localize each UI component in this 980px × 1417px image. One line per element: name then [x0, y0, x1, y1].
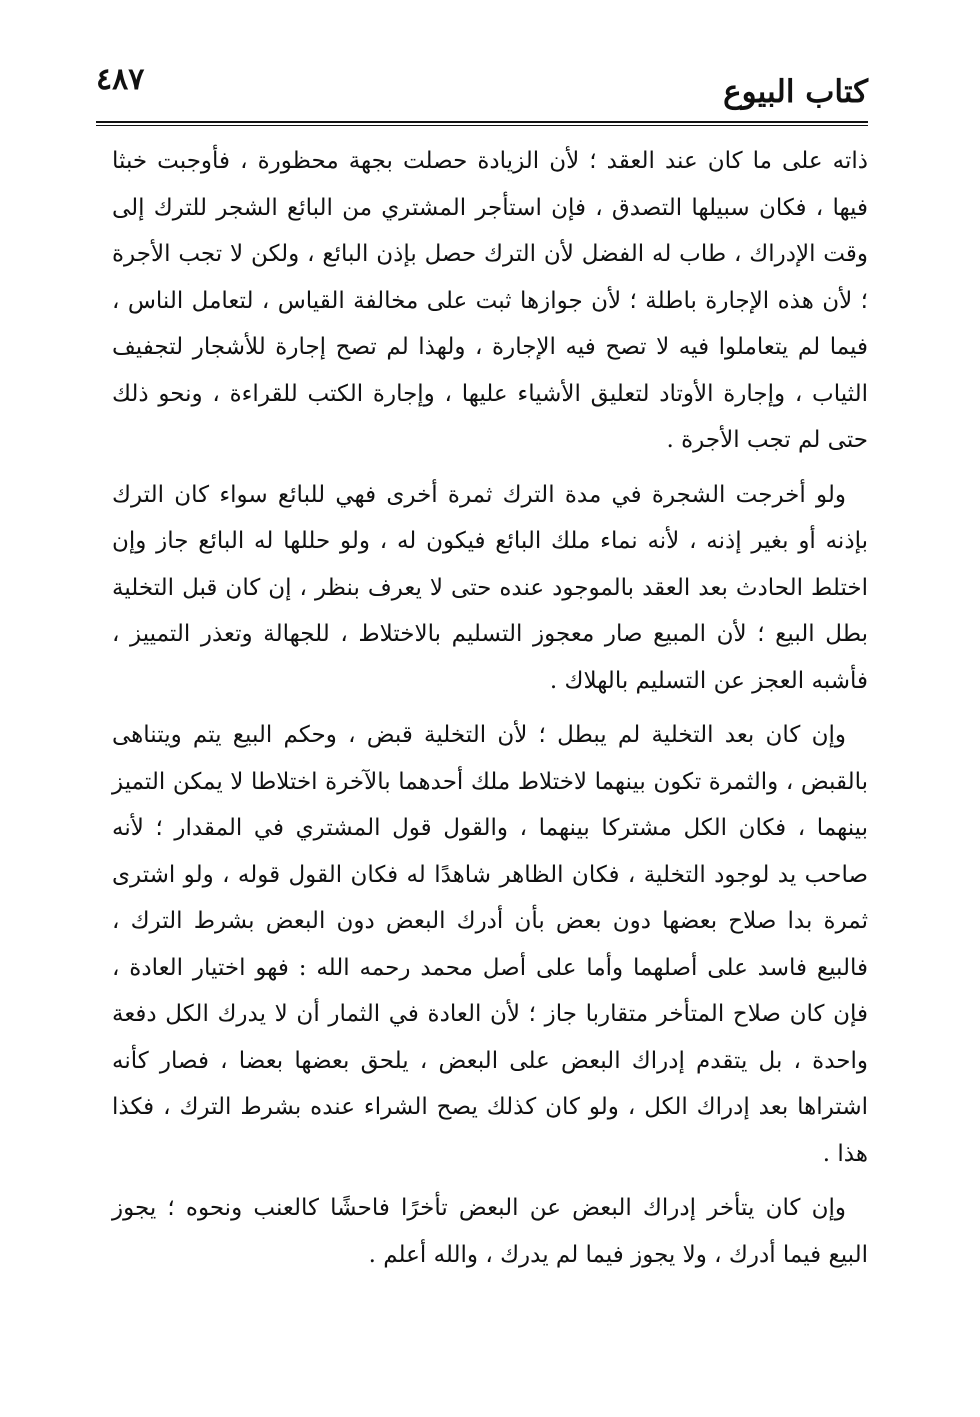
paragraph: وإن كان بعد التخلية لم يبطل ؛ لأن التخلية قبض ، وحكم البيع يتم ويتناهى بالقبض ، والثمرة تكون بينهما لاختلاط ملك أحدهما بالآخرة اختلاطا لا يمكن التميز بينهما ، فكان الكل مشتركا بينهما ، والقول قول المشتري في المقدار ؛ لأنه صاحب يد لوجود التخلية ، فكان الظاهر شاهدًا له فكان القول قوله ، ولو اشترى ثمرة بدا صلاح بعضها دون بعض بأن أدرك البعض دون البعض بشرط الترك ، فالبيع فاسد على أصلهما وأما على أصل محمد رحمه الله : فهو اختيار العادة ، فإن كان صلاح المتأخر متقاربا جاز ؛ لأن العادة في الثمار أن لا يدرك الكل دفعة واحدة ، بل يتقدم إدراك البعض على البعض ، يلحق بعضها بعضا ، فصار كأنه اشتراها بعد إدراك الكل ، ولو كان كذلك يصح الشراء عنده بشرط الترك ، فكذا هذا . [112, 722, 868, 1167]
paragraph: وإن كان يتأخر إدراك البعض عن البعض تأخرًا فاحشًا كالعنب ونحوه ؛ يجوز البيع فيما أدرك ، ولا يجوز فيما لم يدرك ، والله أعلم . [112, 1195, 868, 1268]
page-number: ٤٨٧ [96, 62, 145, 97]
running-header [96, 58, 868, 122]
paragraph: ولو أخرجت الشجرة في مدة الترك ثمرة أخرى فهي للبائع سواء كان الترك بإذنه أو بغير إذنه ، لأنه نماء ملك البائع فيكون له ، ولو حللها له البائع جاز وإن اختلط الحادث بعد العقد بالموجود عنده حتى لا يعرف بنظر ، إن كان قبل التخلية بطل البيع ؛ لأن المبيع صار معجوز التسليم بالاختلاط ، للجهالة وتعذر التمييز ، فأشبه العجز عن التسليم بالهلاك . [112, 481, 868, 694]
paragraph: ذاته على ما كان عند العقد ؛ لأن الزيادة حصلت بجهة محظورة ، فأوجبت خبثا فيها ، فكان سبيلها التصدق ، فإن استأجر المشتري من البائع الشجر للترك إلى وقت الإدراك ، طاب له الفضل لأن الترك حصل بإذن البائع ، ولكن لا تجب الأجرة ؛ لأن هذه الإجارة باطلة ؛ لأن جوازها ثبت على مخالفة القياس ، لتعامل الناس ، فيما لم يتعاملوا فيه لا تصح فيه الإجارة ، ولهذا لم تصح إجارة للأشجار لتجفيف الثياب ، وإجارة الأوتاد لتعليق الأشياء عليها ، وإجارة الكتب للقراءة ، ونحو ذلك حتى لم تجب الأجرة . [112, 148, 868, 453]
body-text [112, 138, 868, 1286]
header-divider [96, 121, 868, 126]
chapter-title: كتاب البيوع [723, 74, 868, 110]
